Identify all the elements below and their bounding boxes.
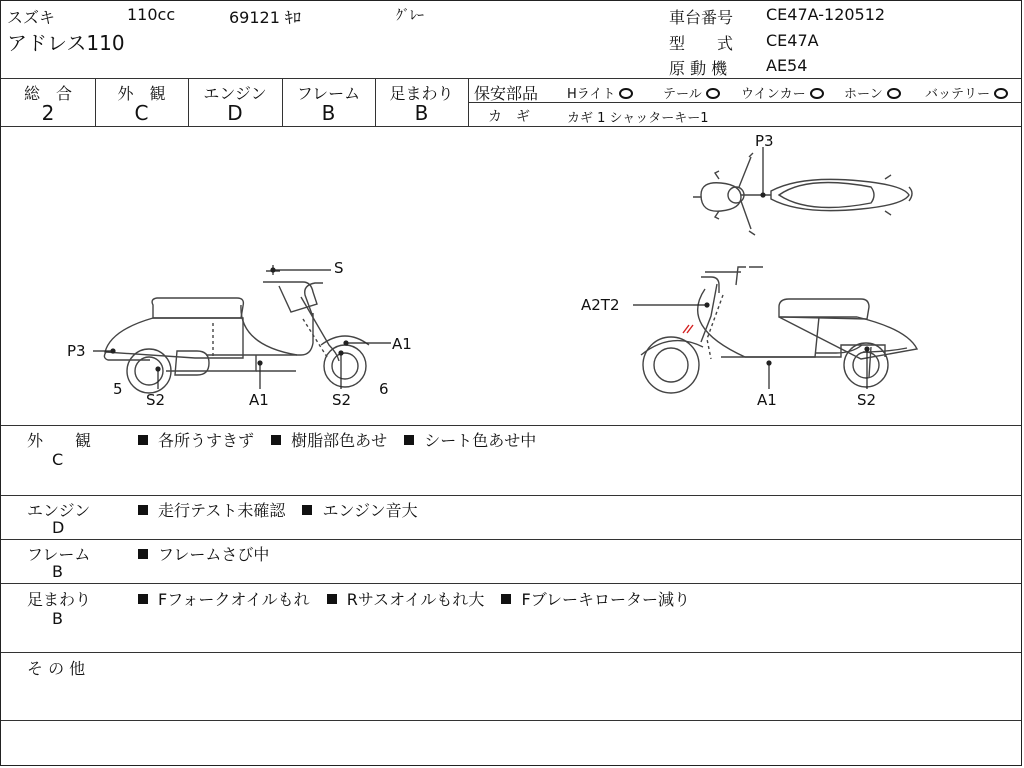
damage-mark [683,325,693,333]
list-item: Fフォークオイルもれ [138,587,310,610]
label-a1-right-view: A1 [757,391,777,409]
safety-item-battery: バッテリー [925,83,1008,102]
grade-overall-label: 総 合 [23,84,72,103]
list-item: シート色あせ中 [404,428,536,451]
note-other-label: そ の 他 [27,659,86,678]
ok-circle-icon [810,88,824,99]
list-item: フレームさび中 [138,542,269,565]
scooter-top-view [693,153,912,235]
list-item: Rサスオイルもれ大 [327,587,485,610]
bullet-icon [138,594,148,604]
ok-circle-icon [994,88,1008,99]
note-engine-items [138,498,430,521]
note-frame-items [138,542,281,565]
bullet-icon [271,435,281,445]
label-s2-right-view: S2 [857,391,877,409]
label-s2-front: S2 [332,391,352,409]
grade-overall-value: 2 [41,101,55,125]
bullet-icon [404,435,414,445]
bullet-icon [302,505,312,515]
grade-frame-value: B [321,101,336,125]
frame-number-value: CE47A-120512 [766,5,886,24]
note-frame-grade: B [52,562,63,581]
model-type-value: CE47A [766,31,819,50]
note-exterior-items [138,428,548,451]
note-frame-label: フレーム [27,545,91,564]
note-exterior-label: 外 観 [27,431,92,450]
engine-type-value: AE54 [766,56,808,75]
bullet-icon [501,594,511,604]
list-item: エンジン音大 [302,498,417,521]
list-item: Fブレーキローター減り [501,587,690,610]
safety-item-winker: ウインカー [741,83,824,102]
note-engine-label: エンジン [27,501,91,520]
grade-exterior-label: 外 観 [117,84,166,103]
ok-circle-icon [619,88,633,99]
label-p3-top: P3 [755,132,774,150]
label-a1-left: A1 [249,391,269,409]
key-value: カギ 1 シャッターキー1 [567,111,709,126]
ok-circle-icon [706,88,720,99]
key-label: カ ギ [488,109,530,125]
grade-exterior-value: C [134,101,149,125]
grade-suspension-value: B [414,101,429,125]
bullet-icon [138,435,148,445]
damage-diagram [1,127,1023,425]
mileage-text: 69121 ｷﾛ [229,8,301,27]
displacement-text: 110cc [127,5,176,24]
list-item: 走行テスト未確認 [138,498,285,521]
divider [1,78,1021,79]
note-engine-grade: D [52,518,65,537]
safety-item-horn: ホーン [844,83,901,102]
ok-circle-icon [887,88,901,99]
safety-item-tail: テール [663,83,720,102]
label-6: 6 [379,380,389,398]
color-text: ｸﾞﾚｰ [396,8,424,24]
maker-text: スズキ [7,8,56,27]
model-type-label: 型 式 [669,34,734,53]
label-a2t2: A2T2 [581,296,620,314]
scooter-right-view [641,267,917,393]
label-a1-right: A1 [392,335,412,353]
grade-engine-label: エンジン [203,84,267,103]
bullet-icon [138,505,148,515]
label-s2-left: S2 [146,391,166,409]
scooter-left-view [104,265,369,393]
grade-suspension-label: 足まわり [389,84,454,103]
note-suspension-items [138,587,702,610]
bullet-icon [138,549,148,559]
engine-type-label: 原 動 機 [669,59,728,78]
bullet-icon [327,594,337,604]
grade-frame-label: フレーム [296,84,361,103]
frame-number-label: 車台番号 [669,8,734,27]
divider [468,102,1022,103]
note-exterior-grade: C [52,450,64,469]
safety-item-headlight: Hライト [567,83,633,102]
grade-engine-value: D [227,101,243,125]
list-item: 樹脂部色あせ [271,428,387,451]
model-name: アドレス110 [7,31,125,55]
note-suspension-grade: B [52,609,63,628]
list-item: 各所うすきず [138,428,254,451]
note-suspension-label: 足まわり [27,590,92,609]
label-5: 5 [113,380,123,398]
safety-parts-label: 保安部品 [474,84,539,103]
label-p3-left: P3 [67,342,86,360]
label-s: S [334,259,344,277]
